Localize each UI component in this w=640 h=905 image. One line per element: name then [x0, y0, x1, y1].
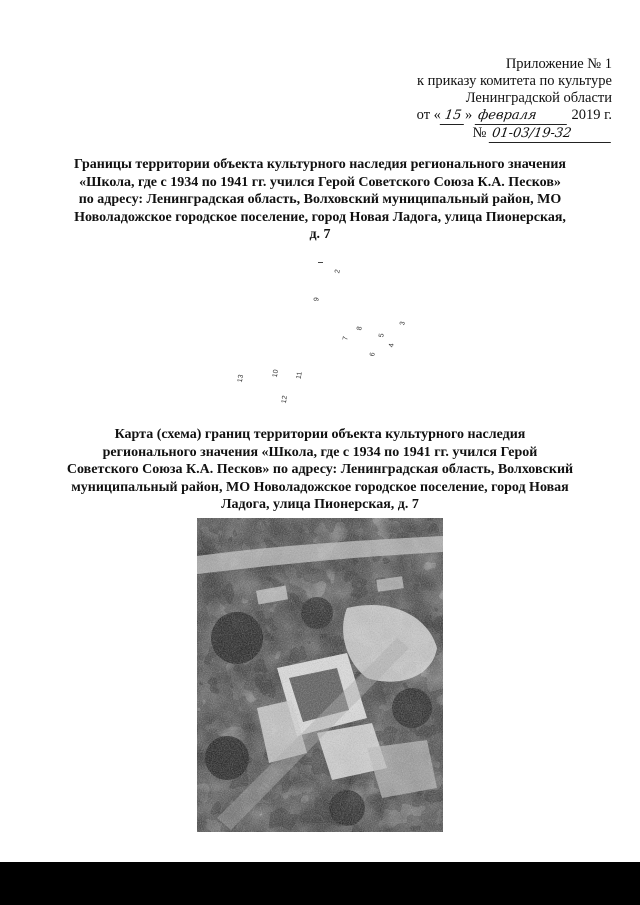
- point-label-6: 6: [369, 351, 377, 358]
- appendix-order-ref: к приказу комитета по культуре: [416, 73, 612, 89]
- boundaries-title-line: Новоладожское городское поселение, город Новая Ладога, улица Пионерская,: [74, 209, 566, 225]
- map-title: [40, 426, 600, 514]
- point-label-3: 3: [399, 320, 407, 327]
- point-label-11: 11: [295, 371, 304, 380]
- number-prefix: №: [472, 125, 487, 141]
- point-label-4: 4: [388, 342, 396, 349]
- order-number-handwritten: 01-03/19-32: [489, 125, 614, 143]
- map-title-line: Карта (схема) границ территории объекта культурного наследия: [114, 427, 526, 442]
- scan-bottom-bar: [0, 862, 640, 905]
- date-day-handwritten: 15: [440, 107, 467, 125]
- aerial-photo-graphic: [197, 518, 443, 832]
- map-title-line: Советского Союза К.А. Песков» по адресу: Ленинградская область, Волховский: [66, 462, 574, 477]
- boundaries-title: [40, 156, 600, 244]
- date-mid: »: [464, 107, 473, 123]
- boundaries-title-line: Границы территории объекта культурного наследия регионального значения: [73, 157, 566, 172]
- appendix-number: Приложение № 1: [505, 56, 612, 72]
- boundaries-title-line: д. 7: [309, 227, 331, 242]
- map-title-line: регионального значения «Школа, где с 1934 по 1941 гг. учился Герой: [102, 444, 538, 460]
- appendix-header: [352, 56, 612, 143]
- point-label-2: 2: [334, 268, 342, 275]
- point-dash-mark: [318, 262, 323, 263]
- date-prefix: от «: [416, 107, 441, 123]
- map-title-line: Ладога, улица Пионерская, д. 7: [221, 497, 419, 512]
- map-title-line: муниципальный район, МО Новоладожское городское поселение, город Новая: [71, 479, 569, 495]
- boundaries-title-line: по адресу: Ленинградская область, Волховский муниципальный район, МО: [78, 192, 562, 207]
- boundaries-title-line: «Школа, где с 1934 по 1941 гг. учился Герой Советского Союза К.А. Песков»: [79, 174, 561, 190]
- point-label-12: 12: [280, 395, 290, 404]
- point-label-5: 5: [378, 332, 386, 339]
- point-label-7: 7: [342, 335, 350, 342]
- appendix-number-line: [352, 125, 612, 143]
- date-year: 2019 г.: [571, 107, 612, 123]
- appendix-region: Ленинградской области: [465, 90, 612, 106]
- point-label-8: 8: [356, 325, 364, 332]
- date-month-handwritten: февраля: [475, 107, 570, 125]
- appendix-date-line: [352, 107, 612, 125]
- point-label-13: 13: [236, 374, 246, 383]
- point-label-10: 10: [271, 369, 281, 378]
- aerial-map-photo: [197, 518, 443, 832]
- point-label-9: 9: [313, 296, 321, 303]
